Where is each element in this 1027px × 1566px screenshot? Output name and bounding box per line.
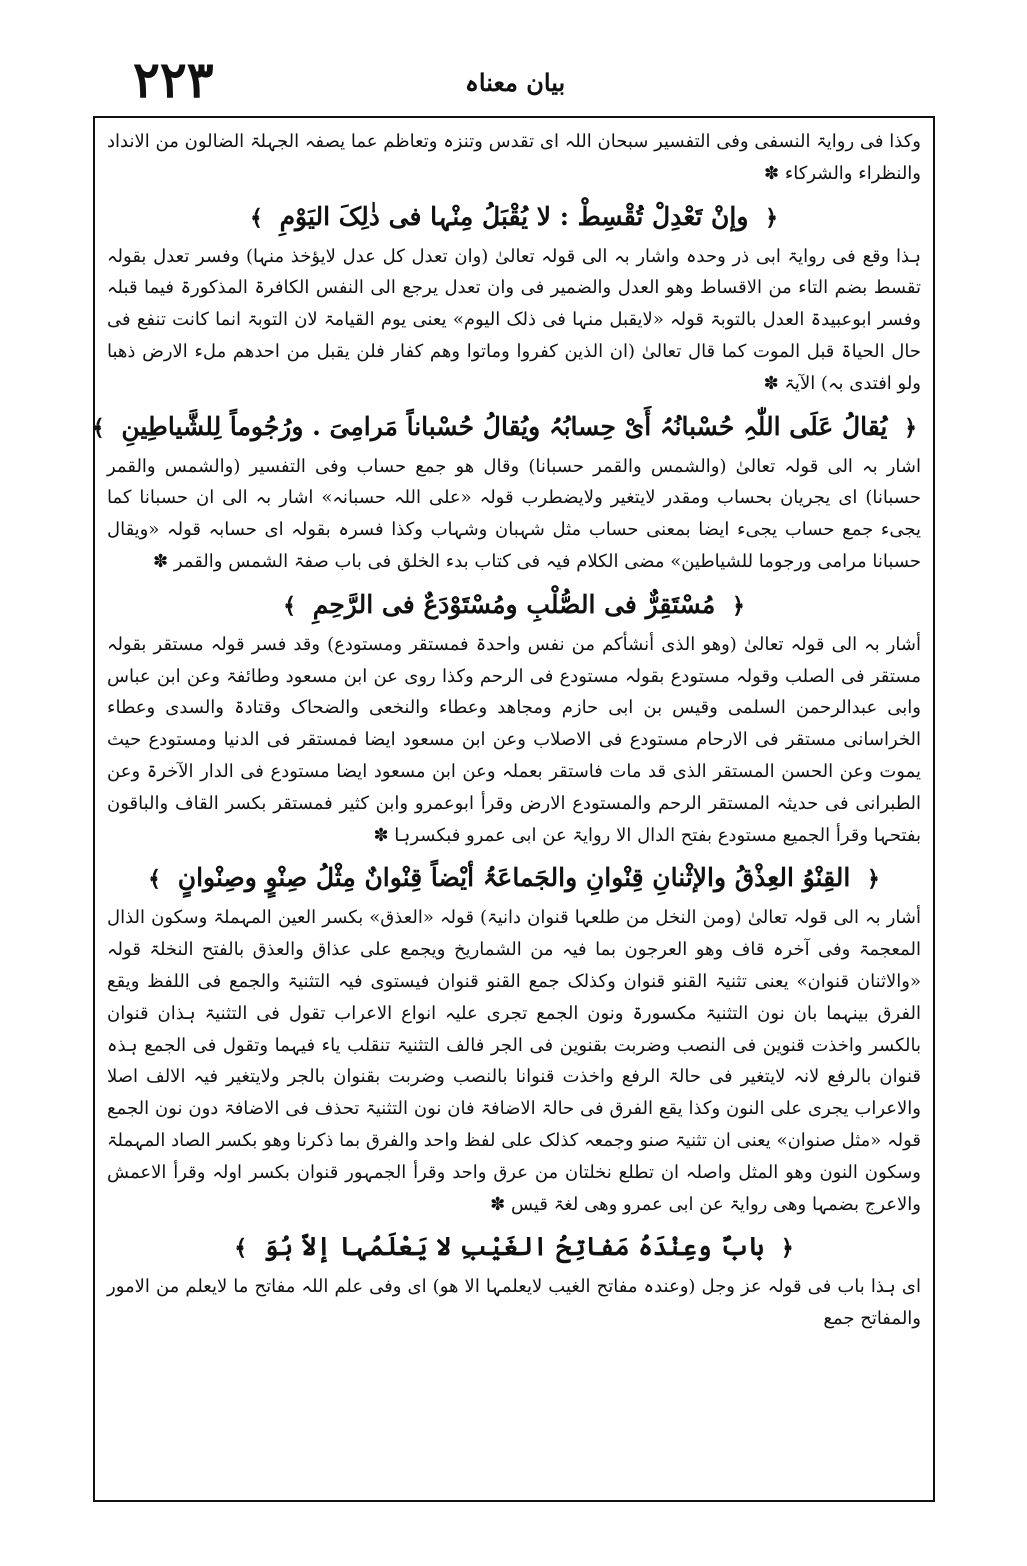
page-header <box>95 50 935 114</box>
section-heading <box>103 196 925 239</box>
paragraph: اشار بہ الی قولہ تعالیٰ (والشمس والقمر حسبانا) وقال ھو جمع حساب وفی التفسیر (والشمس والقمر حسبانا) ای یجریان بحساب ومقدر لایتغیر ولایضطرب قولہ «علی اللہ حسبانہ» اشار بہ الی ان حسبانا کما یجیء جمع حساب یجیء ایضا بمعنی حساب مثل شہبان وشہاب وکذا فسرہ بقولہ ای حسابہ قولہ «ویقال حسبانا مرامی ورجوما للشیاطین» مضی الکلام فیہ فی کتاب بدء الخلق فی باب صفۃ الشمس والقمر ✽ <box>107 455 921 572</box>
paragraph: أشار بہ الی قولہ تعالیٰ (ومن النخل من طلعہا قنوان دانیۃ) قولہ «العذق» بکسر العین المہملۃ وسکون الذال المعجمۃ وفی آخرہ قاف وھو العرجون بما فیہ من الشماریخ ویجمع علی عذاق والعذق بالفتح النخلۃ قولہ «والاثنان قنوان» یعنی تثنیۃ القنو قنوان وکذلک جمع القنو قنوان فیستوی فیہ التثنیۃ والجمع فی اللفظ ویقع الفرق بینہما بان نون التثنیۃ مکسورۃ ونون الجمع تجری علیہ انواع الاعراب تقول فی التثنیۃ ہذان قنوان بالکسر واخذت قنوین فی النصب وضربت بقنوین فی الجر فالف التثنیۃ تنقلب یاء فیہما وتقول فی الجمع ہذہ قنوان بالرفع لانہ لایتغیر فی حالۃ الرفع واخذت قنوانا بالنصب وضربت بقنوان بالجر ولایتغیر فیہ الالف اصلا والاعراب یجری علی النون وکذا یقع الفرق فی حالۃ الاضافۃ فان نون التثنیۃ تحذف فی الاضافۃ دون نون الجمع قولہ «مثل صنوان» یعنی ان تثنیۃ صنو وجمعہ کذلک علی لفظ واحد والفرق بما ذکرنا وھو بکسر الصاد المہملۃ وسکون النون وھو المثل واصلہ ان تطلع نخلتان من عرق واحد وقرأ الجمہور قنوان بکسر اولہ وقرأ الاعمش والاعرج بضمہا وھی روایۃ عن ابی عمرو وھی لغۃ قیس ✽ <box>107 907 921 1215</box>
heading-text: بابٌ وعِنْدَہُ مَفاتِحُ الغَیْبِ لا یَعْلَمُہا إلاّ ہُوَ <box>263 1232 765 1262</box>
ornament-bracket-icon: ﴾ <box>249 204 263 231</box>
page-number: ۲۲۳ <box>133 50 214 109</box>
heading-text: یُقالُ عَلَی اللّٰہِ حُسْبانُہُ أَیْ حِسابُہُ ویُقالُ حُسْباناً مَرامِیَ . ورُجُوماً لِلشَّیاطِینِ <box>121 411 888 441</box>
ornament-bracket-icon: ﴾ <box>234 1235 248 1262</box>
heading-text: القِنْوُ العِذْقُ والإثْنانِ قِنْوانِ والجَماعَۃُ أیْضاً قِنْوانٌ مِثْلُ صِنْوٍ وصِنْوانٍ <box>177 863 851 893</box>
paragraph: ہذا وقع فی روایۃ ابی ذر وحدہ واشار بہ الی قولہ تعالیٰ (وان تعدل کل عدل لایؤخذ منہا) وفسر تعدل بقولہ تقسط بضم التاء من الاقساط وھو العدل والضمیر فی وان تعدل یرجع الی النفس الکافرۃ المذکورۃ فیما قبلہ وفسر ابوعبیدۃ العدل بالتوبۃ قولہ «لایقبل منہا فی ذلک الیوم» یعنی یوم القیامۃ لان التوبۃ انما کانت تنفع فی حال الحیاۃ قبل الموت کما قال تعالیٰ (ان الذین کفروا وماتوا وھم کفار فلن یقبل من احدھم ملء الارض ذھبا ولو افتدی بہ) الآیۃ ✽ <box>107 245 921 394</box>
heading-text: وإنْ تَعْدِلْ تُقْسِطْ : لا یُقْبَلُ مِنْہا فی ذٰلِکَ الیَوْمِ <box>279 201 749 231</box>
ornament-bracket-icon: ﴾ <box>283 592 296 619</box>
ornament-bracket-icon: ﴿ <box>765 204 779 231</box>
section-heading <box>103 1226 925 1269</box>
ornament-bracket-icon: ﴿ <box>780 1235 794 1262</box>
section-heading <box>103 857 925 900</box>
ornament-bracket-icon: ﴿ <box>867 866 880 893</box>
ornament-bracket-icon: ﴾ <box>148 866 161 893</box>
page-body <box>91 122 925 1562</box>
running-title: بیان معناہ <box>464 68 566 97</box>
heading-text: مُسْتَقِرٌّ فی الصُّلْبِ ومُسْتَوْدَعٌ فی الرَّحِمِ <box>312 589 716 619</box>
paragraph: أشار بہ الی قولہ تعالیٰ (وھو الذی أنشأکم من نفس واحدۃ فمستقر ومستودع) وقد فسر قولہ مستقر بقولہ مستقر فی الصلب وقولہ مستودع بقولہ مستودع فی الرحم وکذا روی عن ابن مسعود وطائفۃ وعن ابن عباس وابی عبدالرحمن السلمی وقیس بن ابی حازم ومجاھد وعطاء والنخعی والضحاک وقتادۃ والسدی وعطاء الخراسانی مستقر فی الارحام مستودع فی الاصلاب وعن ابن مسعود ایضا فمستقر فی الدنیا ومستودع حیث یموت وعن الحسن المستقر الذی قد مات فاستقر بعملہ وعن ابن مسعود ایضا مستودع فی الدار الآخرۃ وعن الطبرانی فی حدیثہ المستقر الرحم والمستودع الارض وقرأ ابوعمرو وابن کثیر فمستقر بکسر القاف والباقون بفتحہا وقرأ الجمیع مستودع بفتح الدال الا روایۃ عن ابی عمرو فبکسرہا ✽ <box>107 633 921 846</box>
ornament-bracket-icon: ﴾ <box>91 414 105 441</box>
ornament-bracket-icon: ﴿ <box>904 414 917 441</box>
section-heading <box>91 406 925 449</box>
ornament-bracket-icon: ﴿ <box>732 592 745 619</box>
paragraph: ای ہذا باب فی قولہ عز وجل (وعندہ مفاتح الغیب لایعلمہا الا ھو) ای وفی علم اللہ مفاتح ما لایعلم من الامور والمفاتح جمع <box>107 1276 921 1330</box>
paragraph: وکذا فی روایۃ النسفی وفی التفسیر سبحان اللہ ای تقدس وتنزہ وتعاظم عما یصفہ الجہلۃ الضالون من الانداد والنظراء والشرکاء ✽ <box>107 131 921 184</box>
section-heading <box>103 584 925 627</box>
